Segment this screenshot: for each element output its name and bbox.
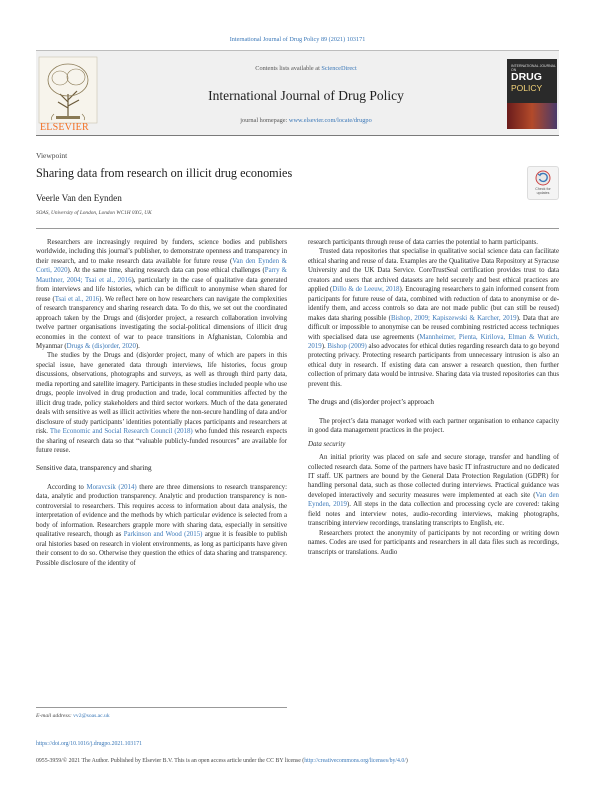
- sciencedirect-link[interactable]: ScienceDirect: [321, 65, 357, 72]
- article-title: Sharing data from research on illicit drug economies: [36, 166, 293, 180]
- citation-link[interactable]: Van den Eynden, 2019: [308, 491, 559, 509]
- citation-link[interactable]: Dillo & de Leeuw, 2018: [332, 286, 400, 294]
- paragraph: The studies by the Drugs and (dis)order project, many of which are papers in this special issue, have generated data through interviews, life histories, focus group discussions, observations, photographs and surveys, as well as through third party data, media reporting and satellite imagery. Participants in these studies included people who use drugs, people involved in drug production and trade, local communities affected by the illicit drug trade, policy stakeholders and third sector workers. Much of the data generated deals with sensitive as well as illicit activities where the non-secure handling of data and/or disclosure of study participants’ identities potentially places participants and researchers at risk. The Economic and Social Research Council (2018) who funded this research expects the sharing of research data so that “valuable publicly-funded resources” are available for future reuse.: [36, 352, 287, 454]
- cover-artwork: [507, 103, 557, 129]
- paragraph: Trusted data repositories that specialise in qualitative social science data can facilitate ethical sharing and reuse of data. Examples are the Qualitative Data Repository at Syracuse University and the UK Data Service. CoreTrustSeal certification provides trust to data creators and users that archived datasets are held securely and best ethical practices are applied (Dillo & de Leeuw, 2018). Encouraging researchers to gain informed consent from participants for future reuse of data, combined with reduction of data to anonymise or de-identify them, and access controls so data are not made public (but can still be reused) makes data sharing possible (Bishop, 2009; Kapiszewski & Karcher, 2019). Data that are difficult or impossible to anonymise can be reused combining restricted access techniques with specialised data use agreements (Mannheimer, Pienta, Kirilova, Elman & Wutich, 2019). Bishop (2009) also advocates for ethical duties regarding research data to go beyond protecting privacy. Protecting research participants from unnecessary intrusion is also an ethical duty in research. If existing data can answer a research question, then further collection of primary data would be intrusive. Sharing data via trusted repositories can thus prevent this.: [308, 248, 560, 388]
- cover-top-line: INTERNATIONAL JOURNAL ON: [511, 64, 556, 72]
- footnote: [36, 707, 287, 719]
- homepage-link[interactable]: www.elsevier.com/locate/drugpo: [288, 117, 372, 124]
- citation-link[interactable]: Bishop (2009): [327, 342, 367, 350]
- contents-prefix: Contents lists available at: [255, 65, 322, 72]
- journal-header: [36, 50, 559, 136]
- cover-drug: DRUG: [511, 71, 542, 83]
- paragraph: According to Moravcsik (2014) there are three dimensions to research transparency: data, analytic and production transparency. Analytic and production transparency is non-controversial to researchers. This requires access to information about data analysis, the interpretation of evidence and the methods by which particular evidence is selected from a body of information. Researchers grapple more with sharing data, especially in sensitive qualitative research, though as Parkinson and Wood (2015) argue it is feasible to publish oral histories based on research in violent environments, as long as participants have given their consent to do so. Otherwise they question the ethics of data sharing and transparency. Possible disclosure of the identity of: [36, 483, 288, 567]
- homepage-line: [106, 117, 506, 124]
- doi-link[interactable]: https://doi.org/10.1016/j.drugpo.2021.103171: [36, 741, 143, 747]
- copyright-line: 0955-3959/© 2021 The Author. Published by Elsevier B.V. This is an open access article under the CC BY license (http://creativecommons.org/licenses/by/4.0/): [36, 758, 408, 764]
- check-for-updates-button[interactable]: [527, 166, 559, 200]
- check-updates-label: Check for updates: [535, 187, 551, 195]
- journal-title: International Journal of Drug Policy: [208, 88, 404, 103]
- citation-link[interactable]: Mannheimer, Pienta, Kirilova, Elman & Wutich, 2019: [308, 333, 559, 350]
- author-name: Veerle Van den Eynden: [36, 193, 122, 203]
- section-heading: The drugs and (dis)order project’s approach: [308, 398, 434, 407]
- contents-line: [106, 65, 506, 72]
- citation-link[interactable]: Van den Eynden & Corti, 2020: [36, 257, 287, 275]
- author-affiliation: SOAS, University of London, London WC1H 0XG, UK: [36, 210, 152, 216]
- citation-link[interactable]: Parry & Mauthner, 2004; Tsai et al., 2016: [36, 267, 287, 284]
- right-column: [308, 238, 559, 557]
- email-link[interactable]: vv2@soas.ac.uk: [73, 713, 110, 719]
- running-head[interactable]: International Journal of Drug Policy 89 (2021) 103171: [229, 36, 366, 43]
- publisher-logo: ELSEVIER: [40, 122, 89, 133]
- paragraph: research participants through reuse of data carries the potential to harm participants.: [308, 239, 538, 246]
- subsection-heading: Data security: [308, 440, 346, 448]
- citation-link[interactable]: The Economic and Social Research Council (2018): [49, 428, 193, 436]
- citation-link[interactable]: Drugs & (dis)order, 2020: [66, 342, 136, 350]
- journal-cover[interactable]: [507, 59, 557, 129]
- left-column: [36, 238, 287, 568]
- section-heading: Sensitive data, transparency and sharing: [36, 464, 152, 473]
- paragraph: Researchers are increasingly required by funders, science bodies and publishers worldwide, including this journal’s publisher, to demonstrate openness and transparency in their research, and to make research data available for future reuse (Van den Eynden & Corti, 2020). At the same time, sharing research data can pose ethical challenges (Parry & Mauthner, 2004; Tsai et al., 2016), particularly in the case of qualitative data generated from interviews and life histories, which can be difficult to anonymise when shared for reuse (Tsai et al., 2016). We reflect here on how researchers can navigate the complexities of research transparency and sharing research data. To do this, we set out the coordinated approach taken by the Drugs and (dis)order project, a research collaboration involving twelve partner organisations investigating the social-political dimensions of illicit drug economies in the context of war to peace transitions in Afghanistan, Colombia and Myanmar (Drugs & (dis)order, 2020).: [36, 239, 287, 350]
- check-updates-icon: [535, 170, 551, 186]
- citation-link[interactable]: Moravcsik (2014): [86, 483, 137, 491]
- email-label: E-mail address:: [36, 713, 74, 719]
- license-link[interactable]: http://creativecommons.org/licenses/by/4.0/: [304, 758, 406, 764]
- paragraph: An initial priority was placed on safe and secure storage, transfer and handling of collected research data. Some of the partners have basic IT infrastructure and no dedicated IT staff. UK partners are bound by the General Data Protection Regulation (GDPR) for handling personal data, such as those collected during interviews. Practical guidance was developed interactively and security measures were implemented at each site (Van den Eynden, 2019). All steps in the data collection and processing cycle are covered: taking field notes and interview notes, audio-recording interviews, making photographs, transcribing interview recordings, translating transcripts to English, etc.: [308, 454, 560, 528]
- header-divider: [36, 228, 559, 229]
- article-type: Viewpoint: [36, 151, 68, 160]
- citation-link[interactable]: Bishop, 2009; Kapiszewski & Karcher, 2019: [390, 314, 517, 322]
- homepage-prefix: journal homepage:: [240, 117, 289, 124]
- paragraph: Researchers protect the anonymity of participants by not recording or writing down names. Codes are used for participants and researchers in all data files such as recordings, transcripts or translations. Audio: [308, 529, 559, 556]
- citation-link[interactable]: Parkinson and Wood (2015): [123, 531, 203, 539]
- paragraph: The project’s data manager worked with each partner organisation to enhance capacity in good data management practices in the project.: [308, 417, 559, 435]
- citation-link[interactable]: Tsai et al., 2016: [54, 295, 100, 303]
- cover-policy: POLICY: [511, 83, 543, 93]
